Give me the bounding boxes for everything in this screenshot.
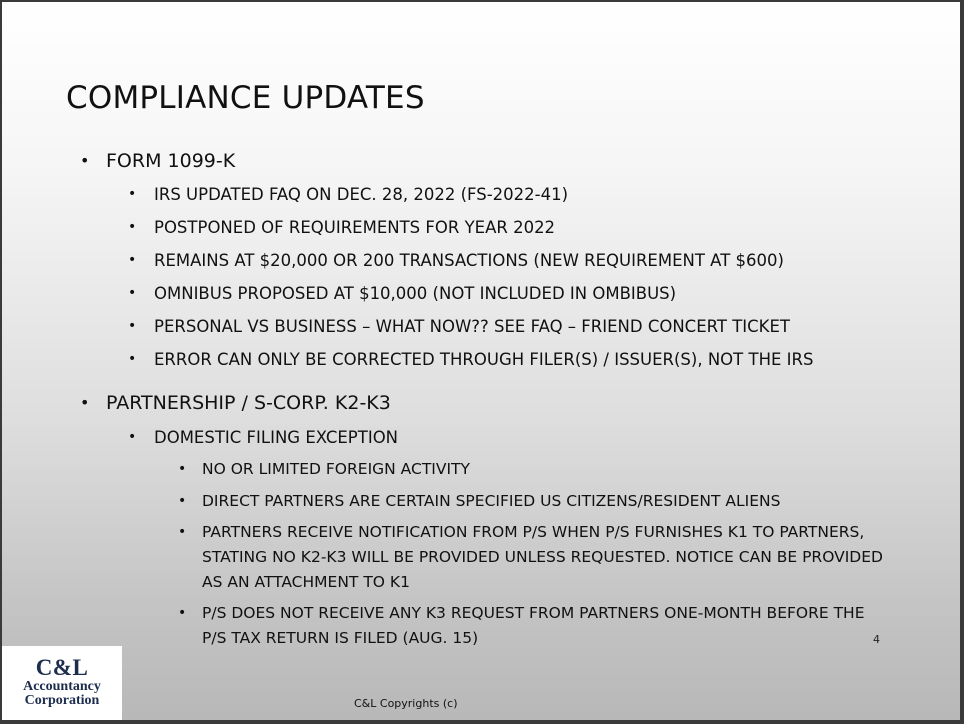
slide <box>2 2 960 720</box>
bullet-text: PARTNERSHIP / S-CORP. K2-K3 <box>106 392 391 414</box>
bullet-text: DIRECT PARTNERS ARE CERTAIN SPECIFIED US CITIZENS/RESIDENT ALIENS <box>202 492 781 510</box>
bullet-text: DOMESTIC FILING EXCEPTION <box>154 428 399 447</box>
logo-line-2: Corporation <box>24 693 100 708</box>
list-item <box>178 457 892 482</box>
bullet-text: IRS UPDATED FAQ ON DEC. 28, 2022 (FS-2022-41) <box>154 185 569 204</box>
list-item <box>128 251 784 270</box>
list-item <box>128 350 814 369</box>
list-item <box>178 601 892 651</box>
bullet-text: POSTPONED OF REQUIREMENTS FOR YEAR 2022 <box>154 218 556 237</box>
bullet-text: PARTNERS RECEIVE NOTIFICATION FROM P/S WHEN P/S FURNISHES K1 TO PARTNERS, STATING NO K2-K3 WILL BE PROVIDED UNLESS REQUESTED. NOTICE CAN BE PROVIDED AS AN ATTACHMENT TO K1 <box>202 523 883 591</box>
bullet-form-1099k <box>80 150 236 172</box>
list-item <box>178 489 892 514</box>
bullet-dot: • <box>178 461 187 477</box>
bullet-dot: • <box>128 285 137 301</box>
bullet-dot: • <box>80 151 90 170</box>
bullet-dot: • <box>178 605 187 621</box>
logo-line-1: Accountancy <box>23 679 101 694</box>
bullet-partnership-scorp <box>80 392 391 414</box>
page-number: 4 <box>873 633 880 646</box>
bullet-domestic-filing-exception <box>128 428 399 447</box>
bullet-dot: • <box>178 524 187 540</box>
bullet-dot: • <box>80 393 90 412</box>
bullet-text: NO OR LIMITED FOREIGN ACTIVITY <box>202 460 470 478</box>
list-item <box>178 520 892 595</box>
company-logo <box>2 646 122 720</box>
bullet-dot: • <box>128 252 137 268</box>
bullet-text: ERROR CAN ONLY BE CORRECTED THROUGH FILER(S) / ISSUER(S), NOT THE IRS <box>154 350 814 369</box>
footer-copyright: C&L Copyrights (c) <box>354 697 458 710</box>
list-item <box>128 218 556 237</box>
bullet-dot: • <box>128 318 137 334</box>
slide-title: COMPLIANCE UPDATES <box>66 80 425 116</box>
logo-mark: C&L <box>35 655 89 680</box>
bullet-dot: • <box>178 493 187 509</box>
list-item <box>128 185 569 204</box>
list-item <box>128 284 677 303</box>
bullet-dot: • <box>128 186 137 202</box>
bullet-dot: • <box>128 429 137 445</box>
bullet-dot: • <box>128 351 137 367</box>
list-item <box>128 317 791 336</box>
bullet-text: REMAINS AT $20,000 OR 200 TRANSACTIONS (NEW REQUIREMENT AT $600) <box>154 251 784 270</box>
bullet-dot: • <box>128 219 137 235</box>
bullet-text: FORM 1099-K <box>106 150 236 172</box>
bullet-text: P/S DOES NOT RECEIVE ANY K3 REQUEST FROM PARTNERS ONE-MONTH BEFORE THE P/S TAX RETURN IS FILED (AUG. 15) <box>202 604 865 647</box>
bullet-text: OMNIBUS PROPOSED AT $10,000 (NOT INCLUDED IN OMBIBUS) <box>154 284 677 303</box>
bullet-text: PERSONAL VS BUSINESS – WHAT NOW?? SEE FAQ – FRIEND CONCERT TICKET <box>154 317 791 336</box>
